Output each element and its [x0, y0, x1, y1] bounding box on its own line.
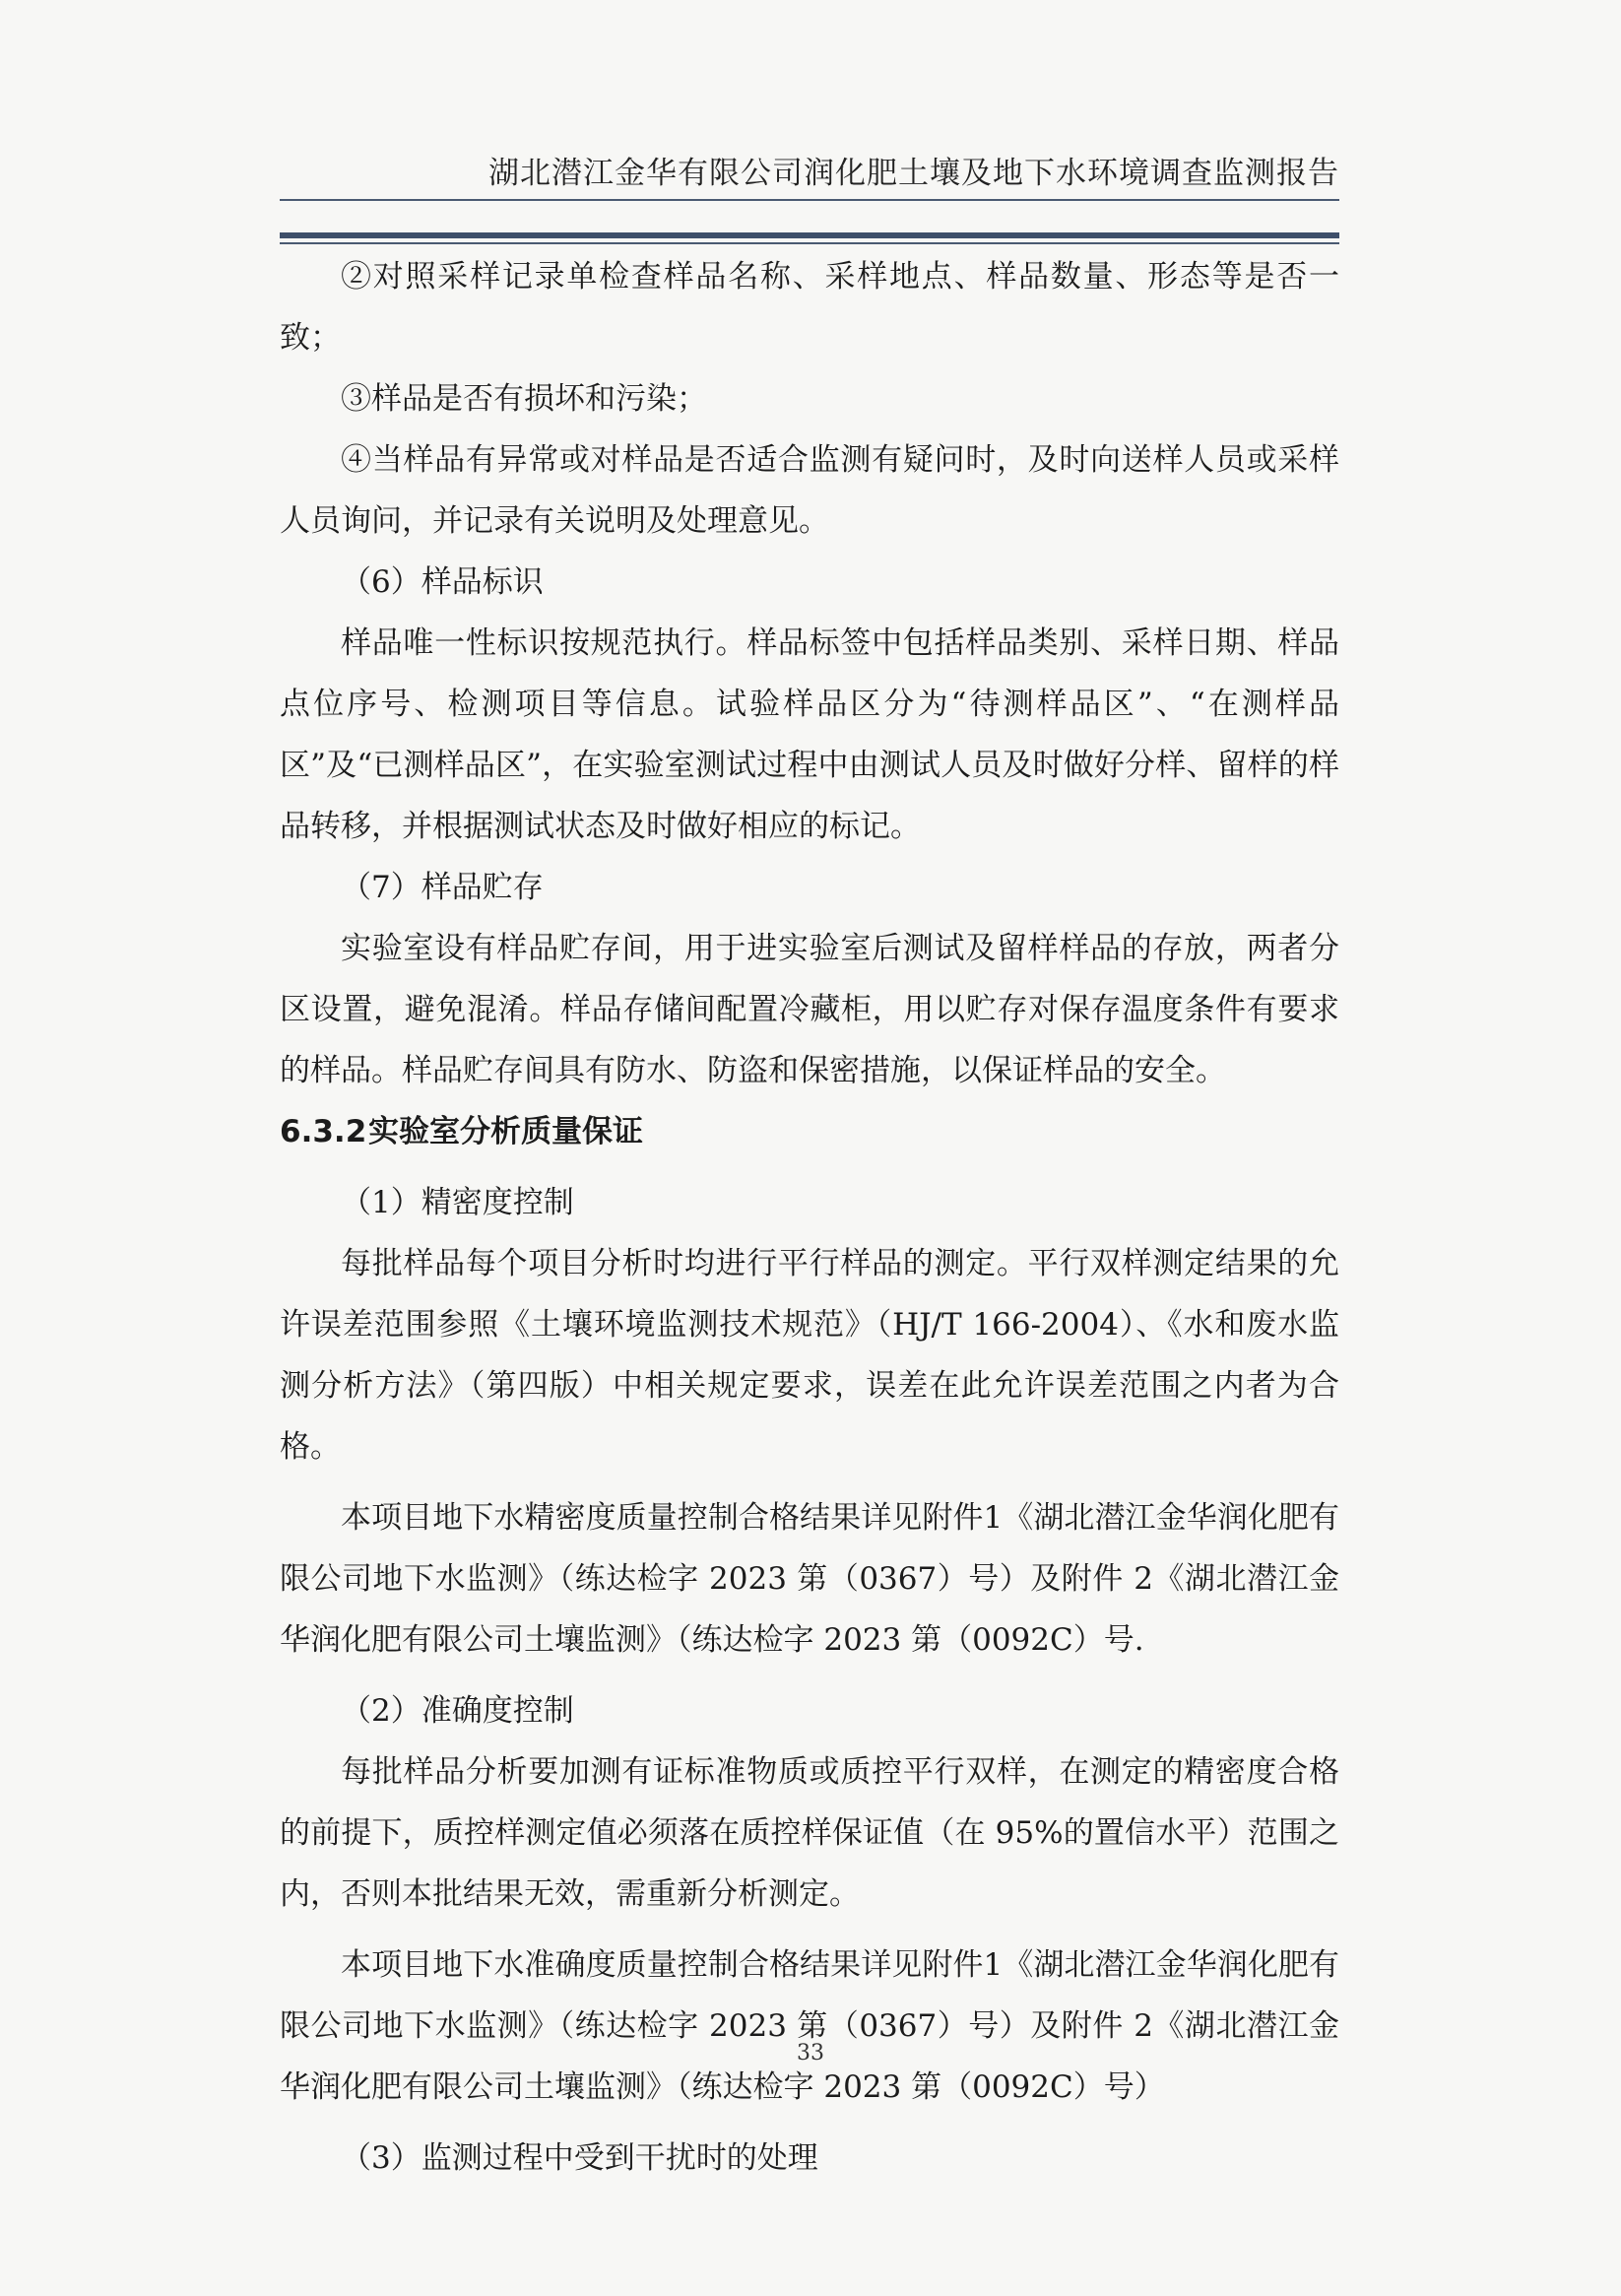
section-title: （7）样品贮存: [341, 870, 544, 905]
section-title: （6）样品标识: [341, 564, 544, 600]
paragraph: 本项目地下水精密度质量控制合格结果详见附件1《湖北潜江金华润化肥有限公司地下水监测》（练达检字 2023 第（0367）号）及附件 2《湖北潜江金华润化肥有限公司土壤监测》（练达检字 2023 第（0092C）号.: [280, 1500, 1339, 1658]
body-text: [280, 246, 1339, 2189]
heading-text: 实验室分析质量保证: [368, 1114, 643, 1149]
heading-number: 6.3.2: [280, 1114, 367, 1149]
section-title: （3）监测过程中受到干扰时的处理: [341, 2140, 818, 2176]
paragraph: ④当样品有异常或对样品是否适合监测有疑问时，及时向送样人员或采样人员询问，并记录有关说明及处理意见。: [280, 442, 1339, 539]
header-rule-thin: [280, 199, 1339, 201]
section-title: （1）精密度控制: [341, 1185, 574, 1220]
subsection-heading: [280, 1101, 1339, 1162]
paragraph: 样品唯一性标识按规范执行。样品标签中包括样品类别、采样日期、样品点位序号、检测项目等信息。试验样品区分为“待测样品区”、“在测样品区”及“已测样品区”，在实验室测试过程中由测试人员及时做好分样、留样的样品转移，并根据测试状态及时做好相应的标记。: [280, 625, 1339, 844]
running-header: 湖北潜江金华有限公司润化肥土壤及地下水环境调查监测报告: [488, 156, 1339, 191]
header-rule-thick: [280, 232, 1339, 238]
header-rule-thin-lower: [280, 242, 1339, 244]
paragraph: ②对照采样记录单检查样品名称、采样地点、样品数量、形态等是否一致；: [280, 259, 1339, 356]
section-title: （2）准确度控制: [341, 1693, 574, 1729]
paragraph: 本项目地下水准确度质量控制合格结果详见附件1《湖北潜江金华润化肥有限公司地下水监测》（练达检字 2023 第（0367）号）及附件 2《湖北潜江金华润化肥有限公司土壤监测》（练达检字 2023 第（0092C）号）: [280, 1947, 1339, 2105]
paragraph: 每批样品每个项目分析时均进行平行样品的测定。平行双样测定结果的允许误差范围参照《土壤环境监测技术规范》（HJ/T 166-2004）、《水和废水监测分析方法》（第四版）中相关规定要求，误差在此允许误差范围之内者为合格。: [280, 1246, 1339, 1465]
paragraph: 实验室设有样品贮存间，用于进实验室后测试及留样样品的存放，两者分区设置，避免混淆。样品存储间配置冷藏柜，用以贮存对保存温度条件有要求的样品。样品贮存间具有防水、防盗和保密措施，以保证样品的安全。: [280, 931, 1339, 1088]
paragraph: 每批样品分析要加测有证标准物质或质控平行双样，在测定的精密度合格的前提下，质控样测定值必须落在质控样保证值（在 95%的置信水平）范围之内，否则本批结果无效，需重新分析测定。: [280, 1754, 1339, 1912]
page-number: 33: [797, 2041, 824, 2066]
paragraph: ③样品是否有损坏和污染；: [341, 381, 707, 417]
